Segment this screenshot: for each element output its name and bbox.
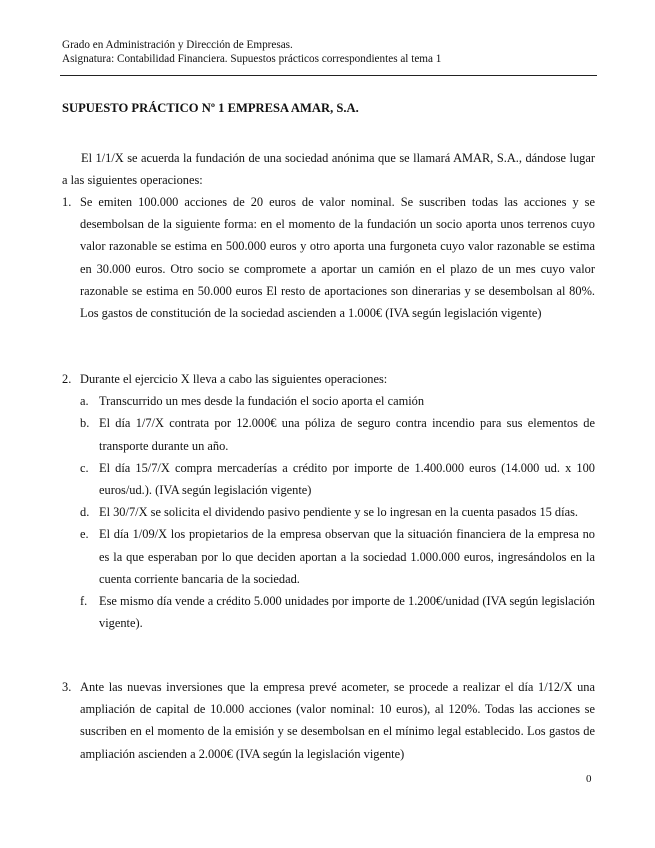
subitem-c bbox=[80, 457, 595, 501]
exercise-item-1 bbox=[62, 191, 595, 324]
subitem-text: El día 1/7/X contrata por 12.000€ una póliza de seguro contra incendio para sus elementos de transporte durante un año. bbox=[99, 416, 595, 453]
subitem-letter: c. bbox=[80, 460, 89, 475]
subitem-e bbox=[80, 523, 595, 590]
page-number: 0 bbox=[586, 773, 592, 785]
subitem-letter: f. bbox=[80, 594, 88, 609]
header-degree: Grado en Administración y Dirección de Empresas. bbox=[62, 39, 293, 51]
item-number: 2. bbox=[62, 372, 72, 386]
subitem-text: Ese mismo día vende a crédito 5.000 unidades por importe de 1.200€/unidad (IVA según legislación vigente). bbox=[99, 594, 595, 631]
subitem-text: El día 1/09/X los propietarios de la empresa observan que la situación financiera de la empresa no es la que esperaban por lo que deciden aportan a la sociedad 1.000.000 euros, ingresándolos en la cuenta corriente bancaria de la sociedad. bbox=[99, 527, 595, 586]
subitem-f bbox=[80, 590, 595, 634]
subitem-letter: b. bbox=[80, 416, 90, 431]
subitem-a bbox=[80, 390, 595, 412]
exercise-item-2 bbox=[62, 368, 595, 634]
subitem-text: El 30/7/X se solicita el dividendo pasivo pendiente y se lo ingresan en la cuenta pasados 15 días. bbox=[99, 505, 578, 520]
subitem-text: El día 15/7/X compra mercaderías a crédito por importe de 1.400.000 euros (14.000 ud. x 100 euros/ud.). (IVA según legislación vigente) bbox=[99, 460, 595, 498]
subitem-letter: d. bbox=[80, 505, 90, 520]
document-header bbox=[62, 38, 596, 66]
subitem-b bbox=[80, 412, 595, 456]
subitem-text: Transcurrido un mes desde la fundación el socio aporta el camión bbox=[99, 394, 425, 409]
exercise-title: SUPUESTO PRÁCTICO Nº 1 EMPRESA AMAR, S.A. bbox=[62, 101, 359, 115]
intro-text: El 1/1/X se acuerda la fundación de una sociedad anónima que se llamará AMAR, S.A., dándose lugar a las siguientes operaciones: bbox=[62, 151, 595, 188]
item-text: Durante el ejercicio X lleva a cabo las siguientes operaciones: bbox=[80, 372, 388, 386]
intro-paragraph bbox=[62, 147, 595, 191]
item-text: Ante las nuevas inversiones que la empresa prevé acometer, se procede a realizar el día 1/12/X una ampliación de capital de 10.000 acciones (valor nominal: 10 euros), al 120%. Todas las acciones se suscriben en el momento de la emisión y se desembolsan en el mínimo legal establecido. Los gastos de ampliación ascienden a 2.000€ (IVA según la legislación vigente) bbox=[80, 680, 595, 761]
subitem-letter: e. bbox=[80, 527, 89, 542]
item-number: 1. bbox=[62, 195, 72, 209]
header-divider bbox=[60, 75, 597, 76]
subitem-d bbox=[80, 501, 595, 523]
exercise-item-3 bbox=[62, 676, 595, 765]
subitem-letter: a. bbox=[80, 394, 89, 409]
header-course: Asignatura: Contabilidad Financiera. Supuestos prácticos correspondientes al tema 1 bbox=[62, 53, 442, 65]
item-number: 3. bbox=[62, 680, 72, 694]
item-text: Se emiten 100.000 acciones de 20 euros de valor nominal. Se suscriben todas las acciones y se desembolsan de la siguiente forma: en el momento de la fundación un socio aporta unos terrenos cuyo valor razonable se estima en 500.000 euros y otro aporta una furgoneta cuyo valor razonable se estima en 30.000 euros. Otro socio se compromete a aportar un camión en el plazo de un mes cuyo valor razonable se estima en 50.000 euros El resto de aportaciones son dinerarias y se desembolsan al 80%. Los gastos de constitución de la sociedad ascienden a 1.000€ (IVA según legislación vigente) bbox=[80, 195, 595, 321]
